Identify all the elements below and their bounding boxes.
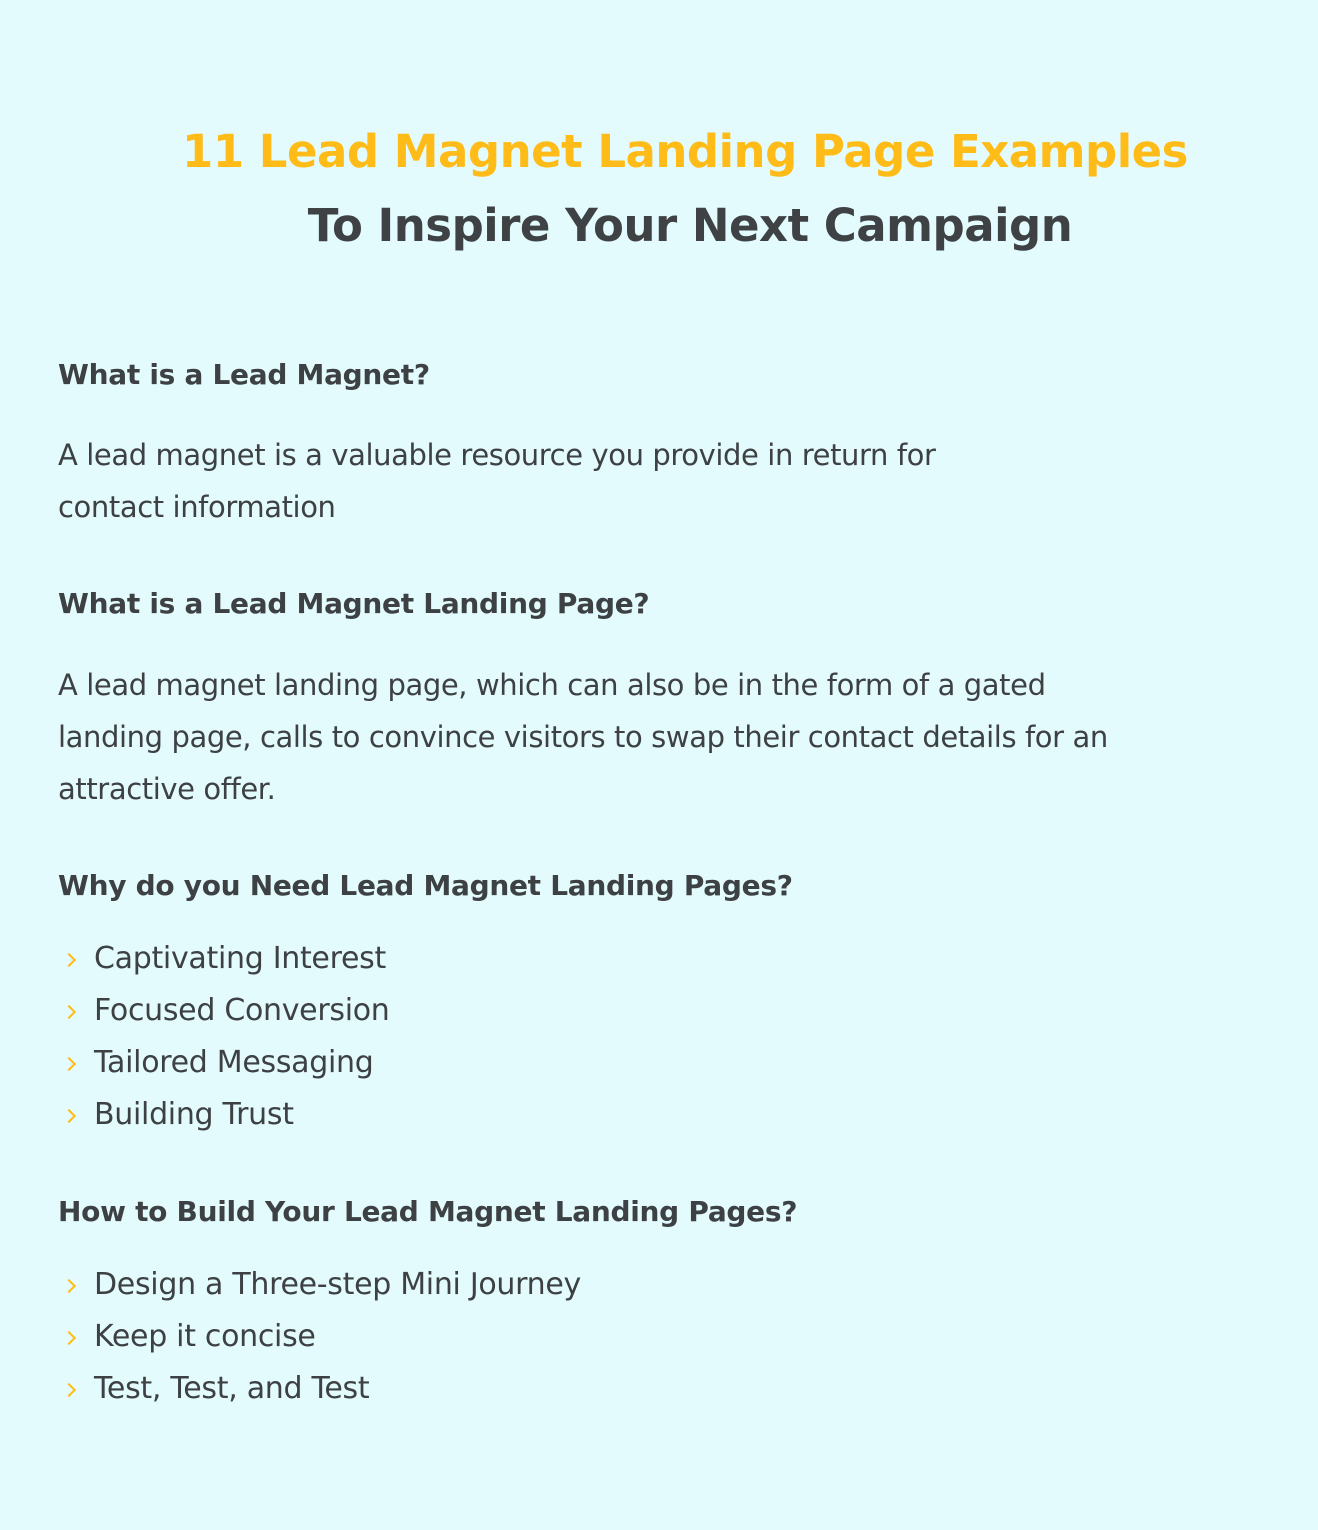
body-line: contact information <box>58 490 336 524</box>
list-item-text: Focused Conversion <box>94 993 390 1028</box>
section-heading-what-is-landing-page: What is a Lead Magnet Landing Page? <box>58 587 650 620</box>
chevron-right-icon <box>62 1005 76 1019</box>
list-item-text: Design a Three-step Mini Journey <box>94 1267 581 1302</box>
chevron-right-icon <box>62 1331 76 1345</box>
list-item-text: Building Trust <box>94 1097 294 1132</box>
list-item-text: Test, Test, and Test <box>94 1371 370 1406</box>
section-heading-what-is-lead-magnet: What is a Lead Magnet? <box>58 358 430 391</box>
body-line: A lead magnet landing page, which can also be in the form of a gated <box>58 668 1046 702</box>
chevron-right-icon <box>62 1057 76 1071</box>
body-line: attractive offer. <box>58 772 276 806</box>
section-heading-why-need: Why do you Need Lead Magnet Landing Pages? <box>58 869 793 902</box>
list-item-text: Tailored Messaging <box>94 1045 374 1080</box>
chevron-right-icon <box>62 953 76 967</box>
section-heading-how-to-build: How to Build Your Lead Magnet Landing Pages? <box>58 1195 798 1228</box>
section-body-what-is-lead-magnet <box>58 429 936 533</box>
page-title-line1: 11 Lead Magnet Landing Page Examples <box>182 125 1188 178</box>
page-title-line2: To Inspire Your Next Campaign <box>307 199 1073 252</box>
list-item-text: Captivating Interest <box>94 941 386 976</box>
section-body-what-is-landing-page <box>58 659 1108 815</box>
list-item-text: Keep it concise <box>94 1319 316 1354</box>
body-line: A lead magnet is a valuable resource you provide in return for <box>58 438 936 472</box>
body-line: landing page, calls to convince visitors to swap their contact details for an <box>58 720 1108 754</box>
chevron-right-icon <box>62 1279 76 1293</box>
chevron-right-icon <box>62 1383 76 1397</box>
chevron-right-icon <box>62 1109 76 1123</box>
